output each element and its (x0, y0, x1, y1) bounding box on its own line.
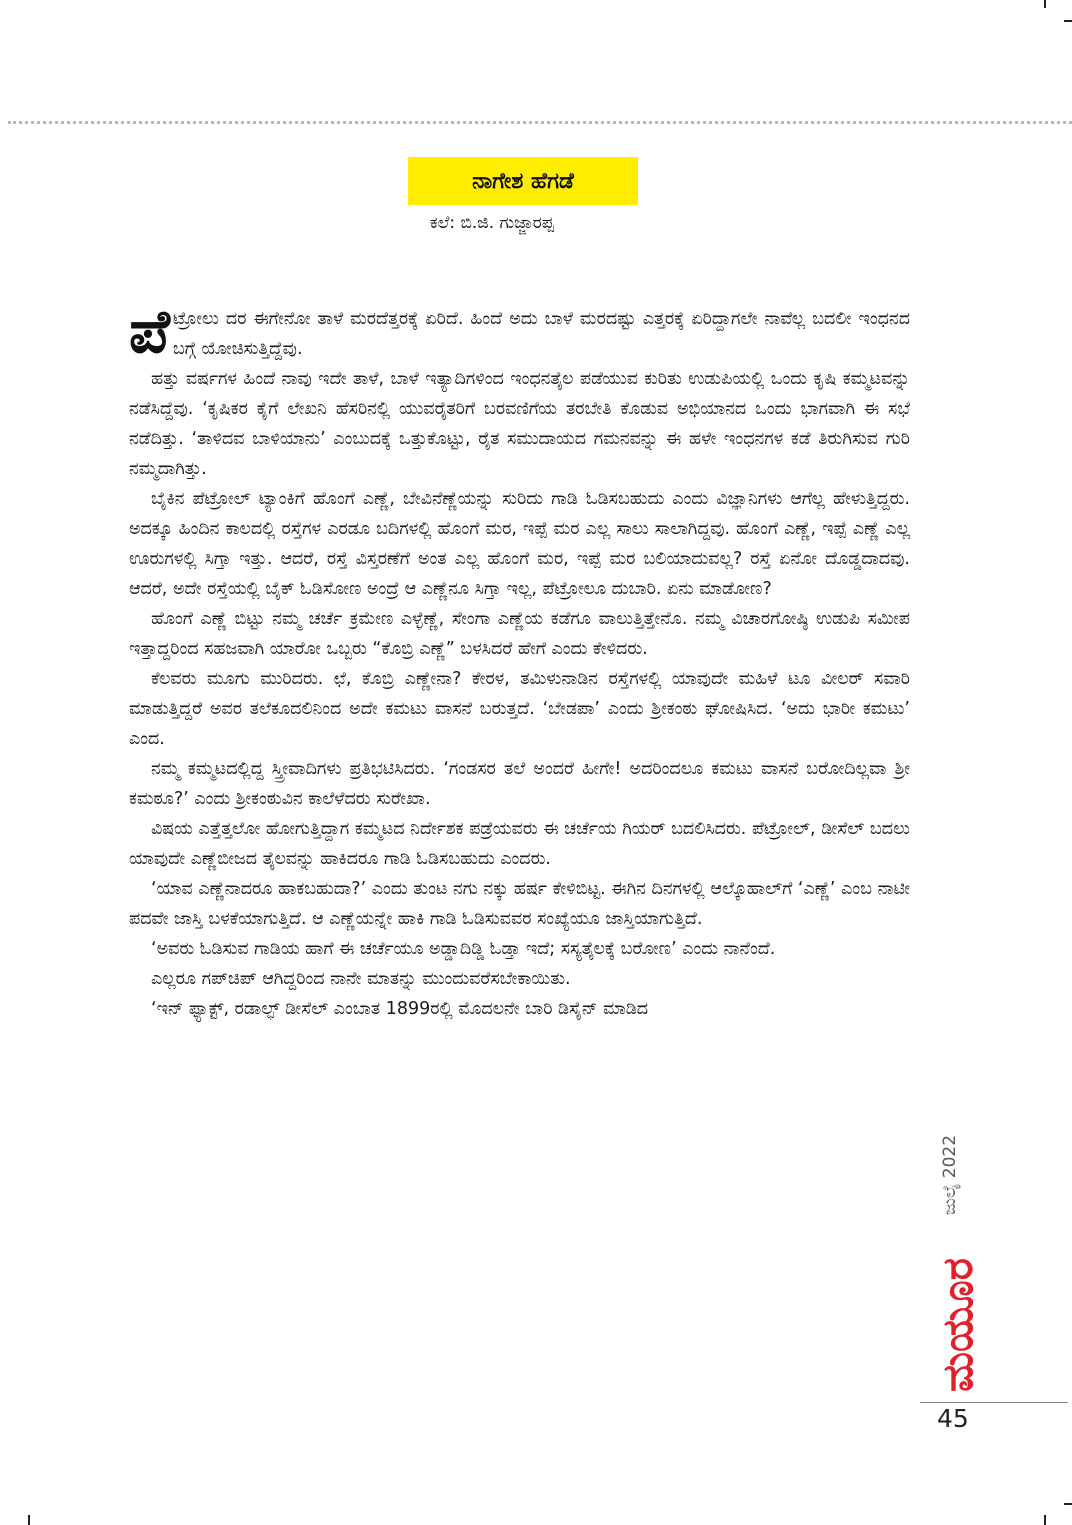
article-paragraph: ಕೆಲವರು ಮೂಗು ಮುರಿದರು. ಛೆ, ಕೊಬ್ರಿ ಎಣ್ಣೇನಾ? ಕೇರಳ, ತಮಿಳುನಾಡಿನ ರಸ್ತೆಗಳಲ್ಲಿ ಯಾವುದೇ ಮಹಿಳೆ ಟೂ ವೀಲರ್ ಸವಾರಿ ಮಾಡುತ್ತಿದ್ದರೆ ಅವರ ತಲೆಕೂದಲಿನಿಂದ ಅದೇ ಕಮಟು ವಾಸನೆ ಬರುತ್ತದೆ. ‘ಬೇಡಪಾ’ ಎಂದು ಶ್ರೀಕಂಠು ಘೋಷಿಸಿದ. ‘ಅದು ಭಾರೀ ಕಮಟು’ ಎಂದ. (129, 669, 910, 749)
article-paragraph: ‘ಯಾವ ಎಣ್ಣೆನಾದರೂ ಹಾಕಬಹುದಾ?’ ಎಂದು ತುಂಟ ನಗು ನಕ್ಕು ಹರ್ಷ ಕೇಳಿಬಿಟ್ಟ. ಈಗಿನ ದಿನಗಳಲ್ಲಿ ಆಲ್ಕೊಹಾಲ್‌ಗೆ ‘ಎಣ್ಣೆ’ ಎಂಬ ನಾಟೀ ಪದವೇ ಜಾಸ್ತಿ ಬಳಕೆಯಾಗುತ್ತಿದೆ. ಆ ಎಣ್ಣೆಯನ್ನೇ ಹಾಕಿ ಗಾಡಿ ಓಡಿಸುವವರ ಸಂಖ್ಯೆಯೂ ಜಾಸ್ತಿಯಾಗುತ್ತಿದೆ. (129, 879, 910, 929)
issue-date: ಜುಲೈ 2022 (940, 1134, 960, 1216)
author-name: ನಾಗೇಶ ಹೆಗಡೆ (472, 168, 574, 194)
article-paragraph: ನಮ್ಮ ಕಮ್ಮಟದಲ್ಲಿದ್ದ ಸ್ತ್ರೀವಾದಿಗಳು ಪ್ರತಿಭಟಿಸಿದರು. ‘ಗಂಡಸರ ತಲೆ ಅಂದರೆ ಹೀಗೇ! ಅದರಿಂದಲೂ ಕಮಟು ವಾಸನೆ ಬರೋದಿಲ್ಲವಾ ಶ್ರೀ ಕಮಠೂ?’ ಎಂದು ಶ್ರೀಕಂಠುವಿನ ಕಾಲೆಳೆದರು ಸುರೇಖಾ. (129, 759, 910, 809)
author-banner (408, 157, 638, 205)
footer-rule (920, 1402, 1068, 1403)
crop-mark (28, 1515, 30, 1525)
article-paragraph: ‘ಇನ್ ಫ್ಯಾಕ್ಟ್, ರಡಾಲ್ಫ್ ಡೀಸೆಲ್ ಎಂಬಾತ 1899ರಲ್ಲಿ ಮೊದಲನೇ ಬಾರಿ ಡಿಸೈನ್ ಮಾಡಿದ (151, 999, 649, 1019)
dropcap: ಪೆ (129, 297, 170, 367)
crop-mark (1044, 1515, 1046, 1525)
crop-mark (1064, 20, 1072, 22)
article-paragraph: ಪೆಟ್ರೋಲು ದರ ಈಗೇನೋ ತಾಳೆ ಮರದೆತ್ತರಕ್ಕೆ ಏರಿದೆ. ಹಿಂದೆ ಅದು ಬಾಳೆ ಮರದಷ್ಟು ಎತ್ತರಕ್ಕೆ ಏರಿದ್ದಾಗಲೇ ನಾವೆಲ್ಲ ಬದಲೀ ಇಂಧನದ ಬಗ್ಗೆ ಯೋಚಿಸುತ್ತಿದ್ದೆವು. (129, 297, 910, 367)
artist-credit: ಕಲೆ: ಬಿ.ಜಿ. ಗುಜ್ಜಾರಪ್ಪ (430, 213, 554, 233)
article-body (129, 297, 910, 1024)
header-dotted-rule (8, 121, 1072, 124)
article-paragraph: ವಿಷಯ ಎತ್ತೆತ್ತಲೋ ಹೋಗುತ್ತಿದ್ದಾಗ ಕಮ್ಮಟದ ನಿರ್ದೇಶಕ ಪಡ್ರೆಯವರು ಈ ಚರ್ಚೆಯ ಗಿಯರ್ ಬದಲಿಸಿದರು. ಪೆಟ್ರೋಲ್, ಡೀಸೆಲ್ ಬದಲು ಯಾವುದೇ ಎಣ್ಣೆಬೀಜದ ತೈಲವನ್ನು ಹಾಕಿದರೂ ಗಾಡಿ ಓಡಿಸಬಹುದು ಎಂದರು. (129, 819, 910, 869)
magazine-name: ಮಯೂರ (933, 1258, 982, 1392)
article-paragraph: ‘ಅವರು ಓಡಿಸುವ ಗಾಡಿಯ ಹಾಗೆ ಈ ಚರ್ಚೆಯೂ ಅಡ್ಡಾದಿಡ್ಡಿ ಓಡ್ತಾ ಇದೆ; ಸಸ್ಯತೈಲಕ್ಕೆ ಬರೋಣ’ ಎಂದು ನಾನೆಂದೆ. (151, 939, 776, 959)
article-paragraph: ಹತ್ತು ವರ್ಷಗಳ ಹಿಂದೆ ನಾವು ಇದೇ ತಾಳೆ, ಬಾಳೆ ಇತ್ಯಾದಿಗಳಿಂದ ಇಂಧನತೈಲ ಪಡೆಯುವ ಕುರಿತು ಉಡುಪಿಯಲ್ಲಿ ಒಂದು ಕೃಷಿ ಕಮ್ಮಟವನ್ನು ನಡೆಸಿದ್ದೆವು. ‘ಕೃಷಿಕರ ಕೈಗೆ ಲೇಖನಿ ಹೆಸರಿನಲ್ಲಿ ಯುವರೈತರಿಗೆ ಬರವಣಿಗೆಯ ತರಬೇತಿ ಕೊಡುವ ಅಭಿಯಾನದ ಒಂದು ಭಾಗವಾಗಿ ಈ ಸಭೆ ನಡೆದಿತ್ತು. ‘ತಾಳಿದವ ಬಾಳಿಯಾನು’ ಎಂಬುದಕ್ಕೆ ಒತ್ತುಕೊಟ್ಟು, ರೈತ ಸಮುದಾಯದ ಗಮನವನ್ನು ಈ ಹಳೇ ಇಂಧನಗಳ ಕಡೆ ತಿರುಗಿಸುವ ಗುರಿ ನಮ್ಮದಾಗಿತ್ತು. (129, 369, 910, 479)
page-number: 45 (937, 1404, 969, 1433)
article-paragraph: ಎಲ್ಲರೂ ಗಪ್‌ಚಿಪ್ ಆಗಿದ್ದರಿಂದ ನಾನೇ ಮಾತನ್ನು ಮುಂದುವರೆಸಬೇಕಾಯಿತು. (151, 969, 571, 989)
article-paragraph: ಬೈಕಿನ ಪೆಟ್ರೋಲ್ ಟ್ಯಾಂಕಿಗೆ ಹೊಂಗೆ ಎಣ್ಣೆ, ಬೇವಿನೆಣ್ಣೆಯನ್ನು ಸುರಿದು ಗಾಡಿ ಓಡಿಸಬಹುದು ಎಂದು ವಿಜ್ಞಾನಿಗಳು ಆಗೆಲ್ಲ ಹೇಳುತ್ತಿದ್ದರು. ಅದಕ್ಕೂ ಹಿಂದಿನ ಕಾಲದಲ್ಲಿ ರಸ್ತೆಗಳ ಎರಡೂ ಬದಿಗಳಲ್ಲಿ ಹೊಂಗೆ ಮರ, ಇಪ್ಪೆ ಮರ ಎಲ್ಲ ಸಾಲು ಸಾಲಾಗಿದ್ದವು. ಹೊಂಗೆ ಎಣ್ಣೆ, ಇಪ್ಪೆ ಎಣ್ಣೆ ಎಲ್ಲ ಊರುಗಳಲ್ಲಿ ಸಿಗ್ತಾ ಇತ್ತು. ಆದರೆ, ರಸ್ತೆ ವಿಸ್ತರಣೆಗೆ ಅಂತ ಎಲ್ಲ ಹೊಂಗೆ ಮರ, ಇಪ್ಪೆ ಮರ ಬಲಿಯಾದುವಲ್ಲ? ರಸ್ತೆ ಏನೋ ದೊಡ್ಡದಾದವು. ಆದರೆ, ಅದೇ ರಸ್ತೆಯಲ್ಲಿ ಬೈಕ್ ಓಡಿಸೋಣ ಅಂದ್ರೆ ಆ ಎಣ್ಣೆನೂ ಸಿಗ್ತಾ ಇಲ್ಲ, ಪೆಟ್ರೋಲೂ ದುಬಾರಿ. ಏನು ಮಾಡೋಣ? (129, 489, 910, 599)
crop-mark (1044, 0, 1046, 8)
article-paragraph: ಹೊಂಗೆ ಎಣ್ಣೆ ಬಿಟ್ಟು ನಮ್ಮ ಚರ್ಚೆ ಕ್ರಮೇಣ ಎಳ್ಳೆಣ್ಣೆ, ಸೇಂಗಾ ಎಣ್ಣೆಯ ಕಡೆಗೂ ವಾಲುತ್ತಿತ್ತೇನೊ. ನಮ್ಮ ವಿಚಾರಗೋಷ್ಠಿ ಉಡುಪಿ ಸಮೀಪ ಇತ್ತಾದ್ದರಿಂದ ಸಹಜವಾಗಿ ಯಾರೋ ಒಬ್ಬರು “ಕೊಬ್ರಿ ಎಣ್ಣೆ” ಬಳಸಿದರೆ ಹೇಗೆ ಎಂದು ಕೇಳಿದರು. (129, 609, 910, 659)
crop-mark (1064, 1503, 1072, 1505)
